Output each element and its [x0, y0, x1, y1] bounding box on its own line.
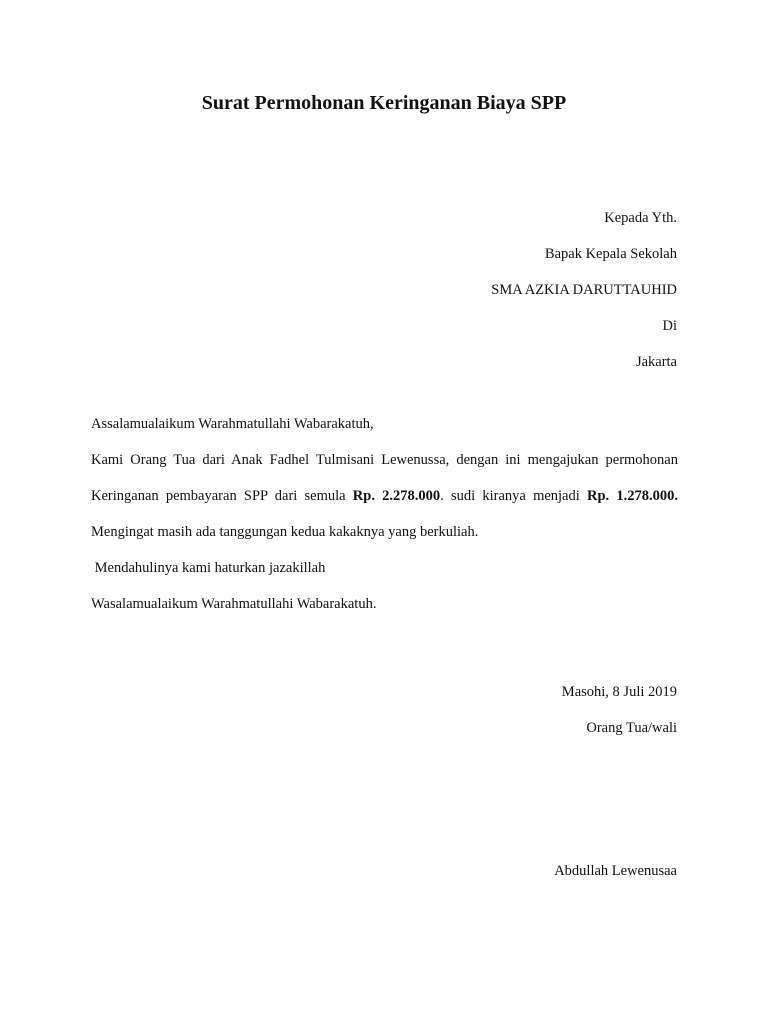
body-paragraph-line-1: Kami Orang Tua dari Anak Fadhel Tulmisani Lewenussa, dengan ini mengajukan permohonan [91, 452, 678, 468]
recipient-school: SMA AZKIA DARUTTAUHID [491, 282, 677, 298]
greeting: Assalamualaikum Warahmatullahi Wabarakatuh, [91, 416, 374, 432]
recipient-title: Bapak Kepala Sekolah [544, 246, 677, 262]
recipient-di: Di [662, 318, 677, 334]
recipient-salutation: Kepada Yth. [604, 210, 677, 226]
body-paragraph-line-2 [91, 487, 678, 505]
body-text-segment: . sudi kiranya menjadi [440, 488, 587, 504]
recipient-city: Jakarta [635, 354, 677, 370]
body-text-segment: Keringanan pembayaran SPP dari semula [91, 488, 353, 504]
closing-greeting: Wasalamualaikum Warahmatullahi Wabarakatuh. [91, 596, 377, 612]
signer-role: Orang Tua/wali [586, 720, 677, 736]
reason-text: Mengingat masih ada tanggungan kedua kakaknya yang berkuliah. [91, 524, 479, 540]
signer-name: Abdullah Lewenusaa [554, 863, 677, 879]
thanks-text: Mendahulinya kami haturkan jazakillah [91, 560, 326, 576]
original-amount: Rp. 2.278.000 [352, 488, 441, 504]
letter-title: Surat Permohonan Keringanan Biaya SPP [201, 92, 567, 114]
requested-amount: Rp. 1.278.000. [586, 488, 678, 504]
place-date: Masohi, 8 Juli 2019 [561, 684, 677, 700]
